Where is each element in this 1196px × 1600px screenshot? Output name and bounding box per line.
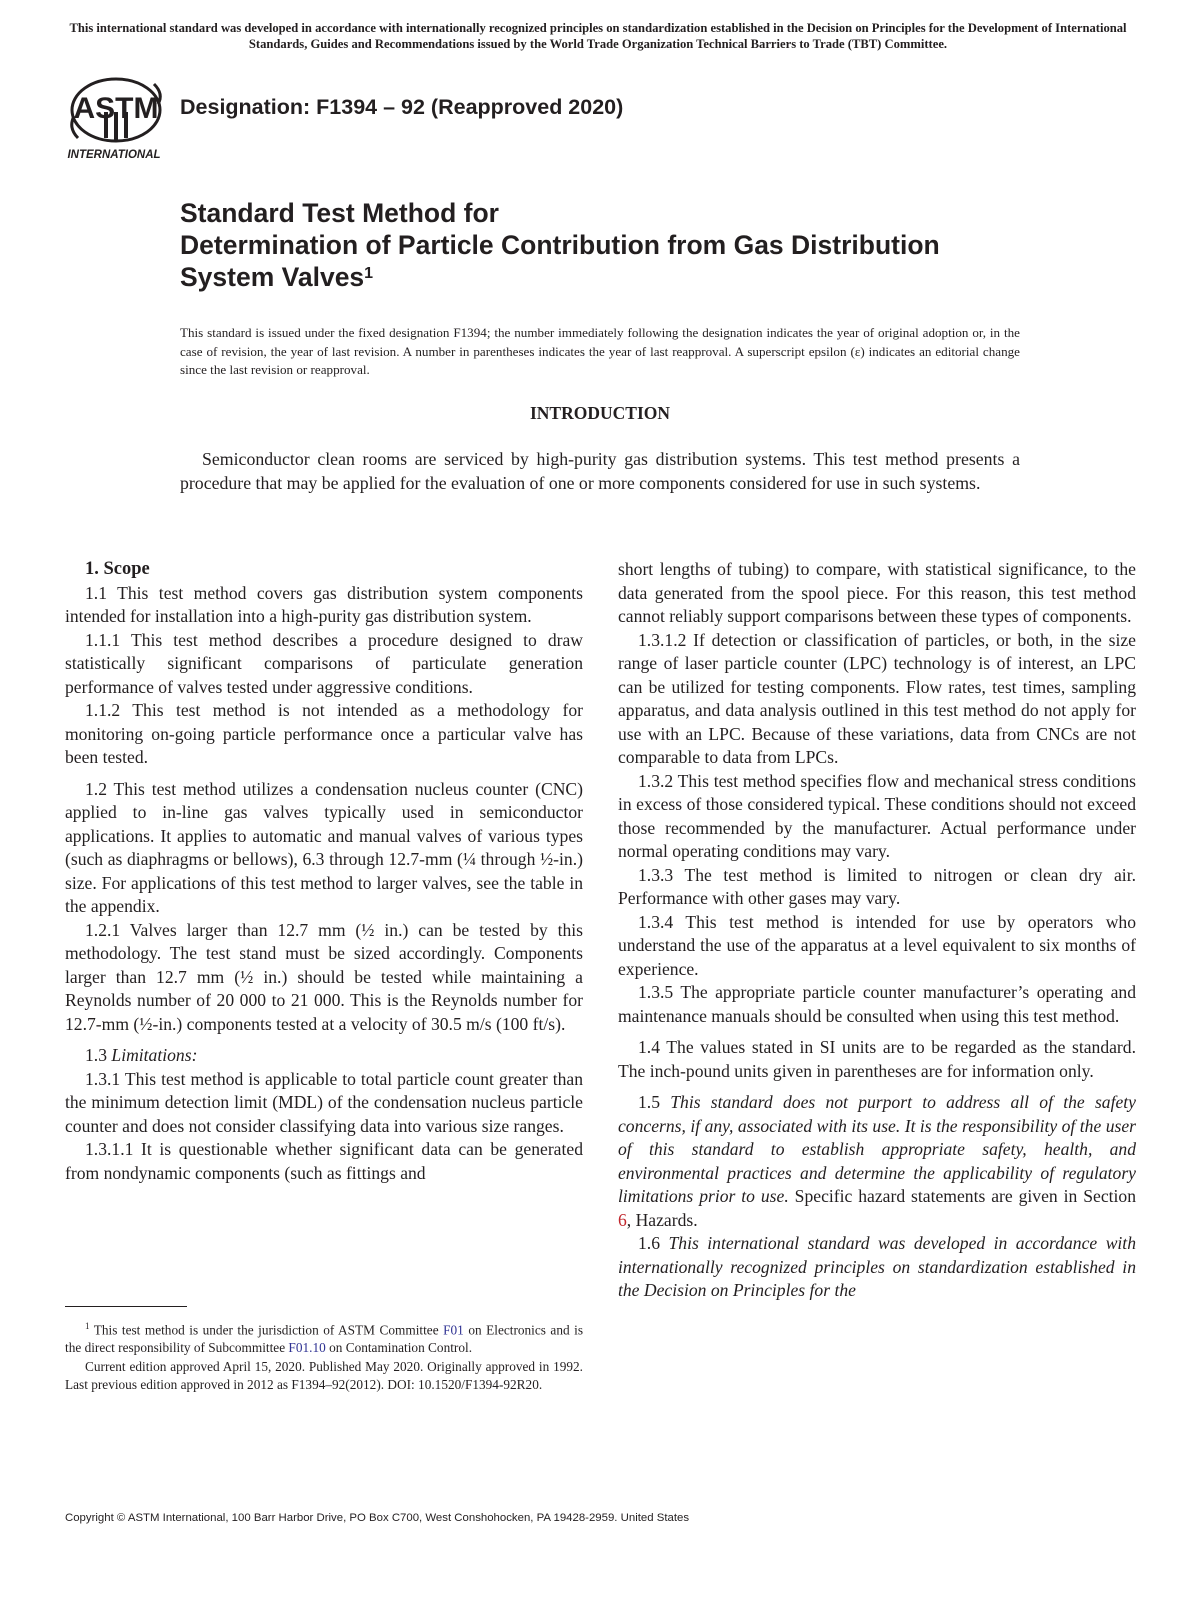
footnote-1-text-a: This test method is under the jurisdiction of ASTM Committee (93, 1322, 439, 1338)
clause-1-5 (618, 1091, 1136, 1232)
footnote-2: Current edition approved April 15, 2020. Published May 2020. Originally approved in 1992. Last previous edition approved in 2012 as F1394–92(2012). DOI: 10.1520/F1394-92R20. (65, 1359, 583, 1392)
clause-1-5-tail-b: , Hazards. (626, 1209, 698, 1230)
footnote-divider (65, 1306, 187, 1307)
clause-1-3-4: 1.3.4 This test method is intended for use by operators who understand the use of the apparatus at a level equivalent to six months of experience. (618, 911, 1136, 979)
copyright-footer: Copyright © ASTM International, 100 Barr Harbor Drive, PO Box C700, West Conshohocken, PA 19428-2959. United States (65, 1512, 690, 1524)
document-title (180, 197, 1080, 293)
clause-1-1: 1.1 This test method covers gas distribution system components intended for installation into a high-purity gas distribution system. (65, 582, 583, 626)
committee-link[interactable]: F01 (443, 1322, 464, 1338)
footnotes (65, 1318, 583, 1395)
clause-1-4: 1.4 The values stated in SI units are to be regarded as the standard. The inch-pound units given in parentheses are for information only. (618, 1037, 1136, 1081)
clause-1-3-1: 1.3.1 This test method is applicable to total particle count greater than the minimum detection limit (MDL) of the condensation nucleus particle counter and does not consider classifying data into various size ranges. (65, 1068, 583, 1136)
clause-1-6 (618, 1232, 1136, 1303)
clause-1-3 (65, 1044, 583, 1068)
clause-1-3-1-1-start: 1.3.1.1 It is questionable whether significant data can be generated from nondynamic components (such as fittings and (65, 1139, 583, 1183)
section-6-link[interactable]: 6 (618, 1209, 627, 1230)
clause-1-5-tail-a: Specific hazard statements are given in Section (794, 1186, 1136, 1206)
clause-1-2: 1.2 This test method utilizes a condensation nucleus counter (CNC) applied to in-line gas valves typically used in semiconductor applications. It applies to automatic and manual valves of various types (such as diaphragms or bellows), 6.3 through 12.7-mm (¼ through ½-in.) size. For applications of this test method to larger valves, see the table in the appendix. (65, 778, 583, 916)
clause-1-1-2: 1.1.2 This test method is not intended as a methodology for monitoring on-going particle performance once a particular valve has been tested. (65, 700, 583, 767)
clause-1-2-1: 1.2.1 Valves larger than 12.7 mm (½ in.) can be tested by this methodology. The test stand must be sized accordingly. Components larger than 12.7 mm (½ in.) should be tested while maintaining a Reynolds number of 20 000 to 21 000. This is the Reynolds number for 12.7-mm (½-in.) components tested at a velocity of 30.5 m/s (100 ft/s). (65, 919, 583, 1034)
subcommittee-link[interactable]: F01.10 (288, 1339, 326, 1355)
clause-1-6-number: 1.6 (638, 1233, 660, 1253)
title-line-1: Standard Test Method for (180, 198, 499, 228)
section-heading-scope: 1. Scope (85, 559, 150, 579)
clause-1-5-italic: This standard does not purport to address all of the safety concerns, if any, associated with its use. It is the responsibility of the user of this standard to establish appropriate safety, health, and environmental practices and determine the applicability of regulatory limitations prior to use. (618, 1092, 1136, 1206)
wto-header-note: This international standard was developed in accordance with internationally recognized principles on standardization established in the Decision on Principles for the Development of International Standards, Guides and Recommendations issued by the World Trade Organization Technical Barriers to Trade (TBT) Committee. (69, 21, 1127, 51)
astm-logo (64, 68, 166, 164)
clause-1-5-number: 1.5 (638, 1092, 660, 1112)
footnote-1-mark: 1 (85, 1321, 90, 1331)
clause-1-3-label: Limitations: (111, 1045, 198, 1065)
clause-1-3-5: 1.3.5 The appropriate particle counter manufacturer’s operating and maintenance manuals should be consulted when using this test method. (618, 982, 1136, 1026)
footnote-1 (65, 1318, 583, 1356)
footnote-1-text-b: on Electronics and is the direct responsibility of Subcommittee (65, 1322, 584, 1355)
clause-1-6-italic: This international standard was developed in accordance with internationally recognized principles on standardization established in the Decision on Principles for the (618, 1233, 1136, 1300)
clause-1-3-3: 1.3.3 The test method is limited to nitrogen or clean dry air. Performance with other gases may vary. (618, 864, 1136, 908)
logo-subtitle: INTERNATIONAL (67, 149, 161, 161)
issued-note: This standard is issued under the fixed designation F1394; the number immediately following the designation indicates the year of original adoption or, in the case of revision, the year of last revision. A number in parentheses indicates the year of last reapproval. A superscript epsilon (ε) indicates an editorial change since the last revision or reapproval. (180, 325, 1020, 377)
title-line-3: System Valves (180, 262, 365, 292)
clause-1-1-1: 1.1.1 This test method describes a procedure designed to draw statistically significant comparisons of particulate generation performance of valves tested under aggressive conditions. (65, 629, 583, 697)
astm-logo-graphic (64, 68, 166, 164)
designation: Designation: F1394 – 92 (Reapproved 2020) (180, 95, 624, 119)
left-column (65, 558, 583, 1185)
title-line-2: Determination of Particle Contribution from Gas Distribution (180, 230, 940, 260)
clause-1-3-1-1-end: short lengths of tubing) to compare, with statistical significance, to the data generated from the spool piece. For this reason, this test method cannot reliably support comparisons between these types of components. (618, 559, 1136, 626)
title-footnote-mark[interactable]: 1 (364, 265, 374, 282)
introduction-heading: INTRODUCTION (529, 403, 671, 423)
right-column (618, 558, 1136, 1303)
footnote-1-text-c: on Contamination Control. (329, 1339, 473, 1355)
clause-1-3-2: 1.3.2 This test method specifies flow and mechanical stress conditions in excess of those considered typical. These conditions should not exceed those recommended by the manufacturer. Actual performance under normal operating conditions may vary. (618, 770, 1136, 861)
clause-1-3-number: 1.3 (85, 1045, 107, 1065)
clause-1-3-1-2: 1.3.1.2 If detection or classification of particles, or both, in the size range of laser particle counter (LPC) technology is of interest, an LPC can be utilized for testing components. Flow rates, test times, sampling apparatus, and data analysis outlined in this test method do not apply for use with an LPC. Because of these variations, data from CNCs are not comparable to data from LPCs. (618, 629, 1136, 767)
introduction-text: Semiconductor clean rooms are serviced by high-purity gas distribution systems. This test method presents a procedure that may be applied for the evaluation of one or more components considered for use in such systems. (180, 449, 1020, 493)
logo-letters: ASTM (73, 92, 159, 125)
